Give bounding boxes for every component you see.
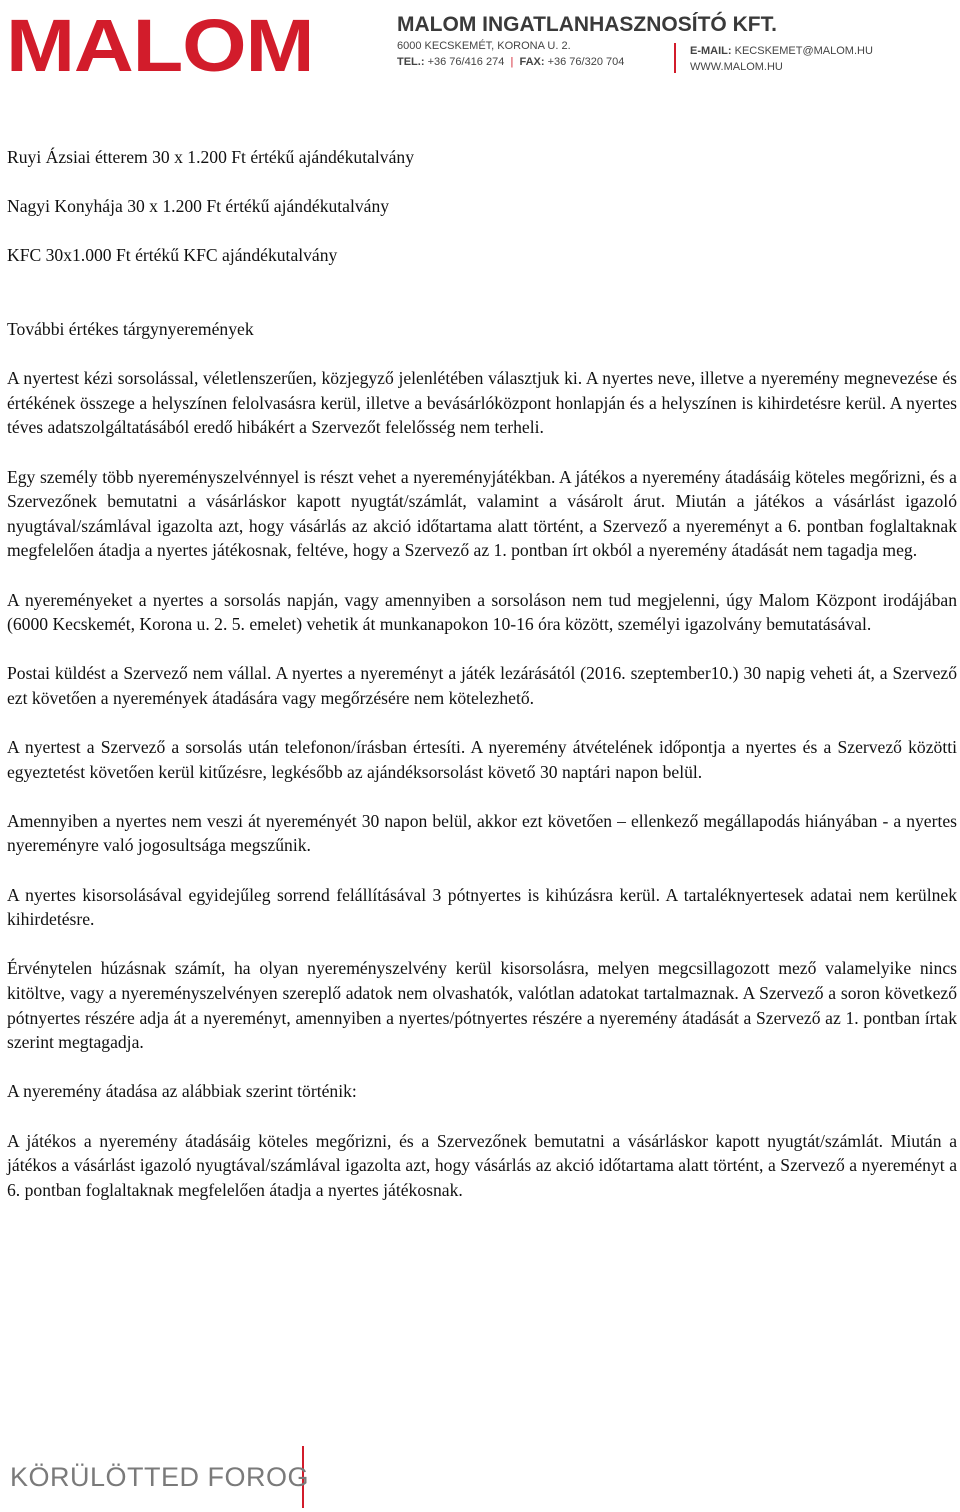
company-website: WWW.MALOM.HU [690, 61, 783, 73]
paragraph: Érvénytelen húzásnak számít, ha olyan nyereményszelvény kerül kisorsolásra, melyen megcsillagozott mező valamelyike nincs kitöltve, vagy a nyereményszelvényen szereplő adatok nem olvashatók, valótlan adatokat tartalmaznak. A Szervező a soron következő pótnyertes részére adja át a nyereményt, amennyiben a nyertes/pótnyertes részére a nyeremény átadását a Szervező az 1. pontban írtak szerint megtagadja. [7, 958, 957, 1053]
company-name: MALOM INGATLANHASZNOSÍTÓ KFT. [397, 13, 777, 36]
paragraph: Amennyiben a nyertes nem veszi át nyereményét 30 napon belül, akkor ezt követően – ellenkező megállapodás hiányában - a nyertes nyereményre való jogosultsága megszűnik. [7, 810, 957, 856]
paragraph: A nyertes kisorsolásával egyidejűleg sorrend felállításával 3 pótnyertes is kihúzásra kerül. A tartaléknyertesek adatai nem kerülnek kihirdetésre. [7, 884, 957, 930]
prize-item: Ruyi Ázsiai étterem 30 x 1.200 Ft értékű ajándékutalvány [7, 147, 414, 167]
letterhead [0, 0, 960, 90]
tel-number: +36 76/416 274 [427, 56, 505, 68]
company-address: 6000 KECSKEMÉT, KORONA U. 2. [397, 40, 571, 52]
company-phone-fax: TEL.: +36 76/416 274 | FAX: +36 76/320 704 [397, 56, 625, 68]
prize-item: További értékes tárgynyeremények [7, 318, 254, 339]
email-label: E-MAIL: [690, 45, 732, 57]
paragraph: A nyeremény átadása az alábbiak szerint történik: [7, 1081, 357, 1102]
paragraph: A nyertest a Szervező a sorsolás után telefonon/írásban értesíti. A nyeremény átvételének időpontja a nyertes és a Szervező közötti egyeztetést követően kerül kitűzésre, legkésőbb az ajándéksorsolást követő 30 naptári napon belül. [7, 737, 957, 782]
email-address: KECSKEMET@MALOM.HU [734, 45, 873, 57]
footer-slogan: KÖRÜLÖTTED FOROG [10, 1462, 310, 1492]
paragraph: A nyertest kézi sorsolással, véletlenszerűen, közjegyző jelenlétében választjuk ki. A nyertes neve, illetve a nyeremény megnevezése és értékének összege a helyszínen felolvasásra kerül, illetve a bevásárlóközpont honlapján és a helyszínen is kihirdetésre kerül. A nyertes téves adatszolgáltatásából eredő hibákért a Szervezőt felelősség nem terheli. [7, 368, 957, 438]
paragraph: Egy személy több nyereményszelvénnyel is részt vehet a nyereményjátékban. A játékos a nyeremény átadásáig köteles megőrizni, és a Szervezőnek bemutatni a vásárláskor kapott nyugtát/számlát, valamint a vásárolt árut. Miután a játékos a vásárlást igazoló nyugtával/számlával igazolta azt, hogy vásárlás az akció időtartama alatt történt, a Szervező a nyereményt a 6. pontban foglaltaknak megfelelően átadja a nyertes játékosnak, feltéve, hogy a Szervező az 1. pontban írt okból a nyeremény átadását nem tagadja meg. [7, 466, 957, 561]
paragraph: Postai küldést a Szervező nem vállal. A nyertes a nyereményt a játék lezárásától (2016. szeptember10.) 30 napig veheti át, a Szervező ezt követően a nyeremények átadására vagy megőrzésére nem kötelezhető. [7, 663, 957, 708]
fax-number: +36 76/320 704 [547, 56, 625, 68]
company-contact [690, 43, 873, 75]
company-email [690, 43, 873, 59]
fax-label: FAX: [519, 56, 545, 68]
tel-label: TEL.: [397, 56, 425, 68]
prize-item: KFC 30x1.000 Ft értékű KFC ajándékutalvány [7, 245, 338, 266]
document-body [7, 145, 957, 1202]
malom-logo: MALOM [6, 4, 314, 87]
prize-item: Nagyi Konyhája 30 x 1.200 Ft értékű ajándékutalvány [7, 196, 390, 217]
paragraph: A nyereményeket a nyertes a sorsolás napján, vagy amennyiben a sorsoláson nem tud megjelenni, úgy Malom Központ irodájában (6000 Kecskemét, Korona u. 2. 5. emelet) vehetik át munkanapokon 10-16 óra között, személyi igazolvány bemutatásával. [7, 589, 957, 635]
paragraph: A játékos a nyeremény átadásáig köteles megőrizni, és a Szervezőnek bemutatni a vásárláskor kapott nyugtát/számlát. Miután a játékos a vásárlást igazoló nyugtával/számlával igazolta azt, hogy vásárlás az akció időtartama alatt történt, a Szervező a nyereményt a 6. pontban foglaltaknak megfelelően átadja a nyertes játékosnak. [7, 1130, 957, 1200]
header-divider [674, 43, 676, 73]
